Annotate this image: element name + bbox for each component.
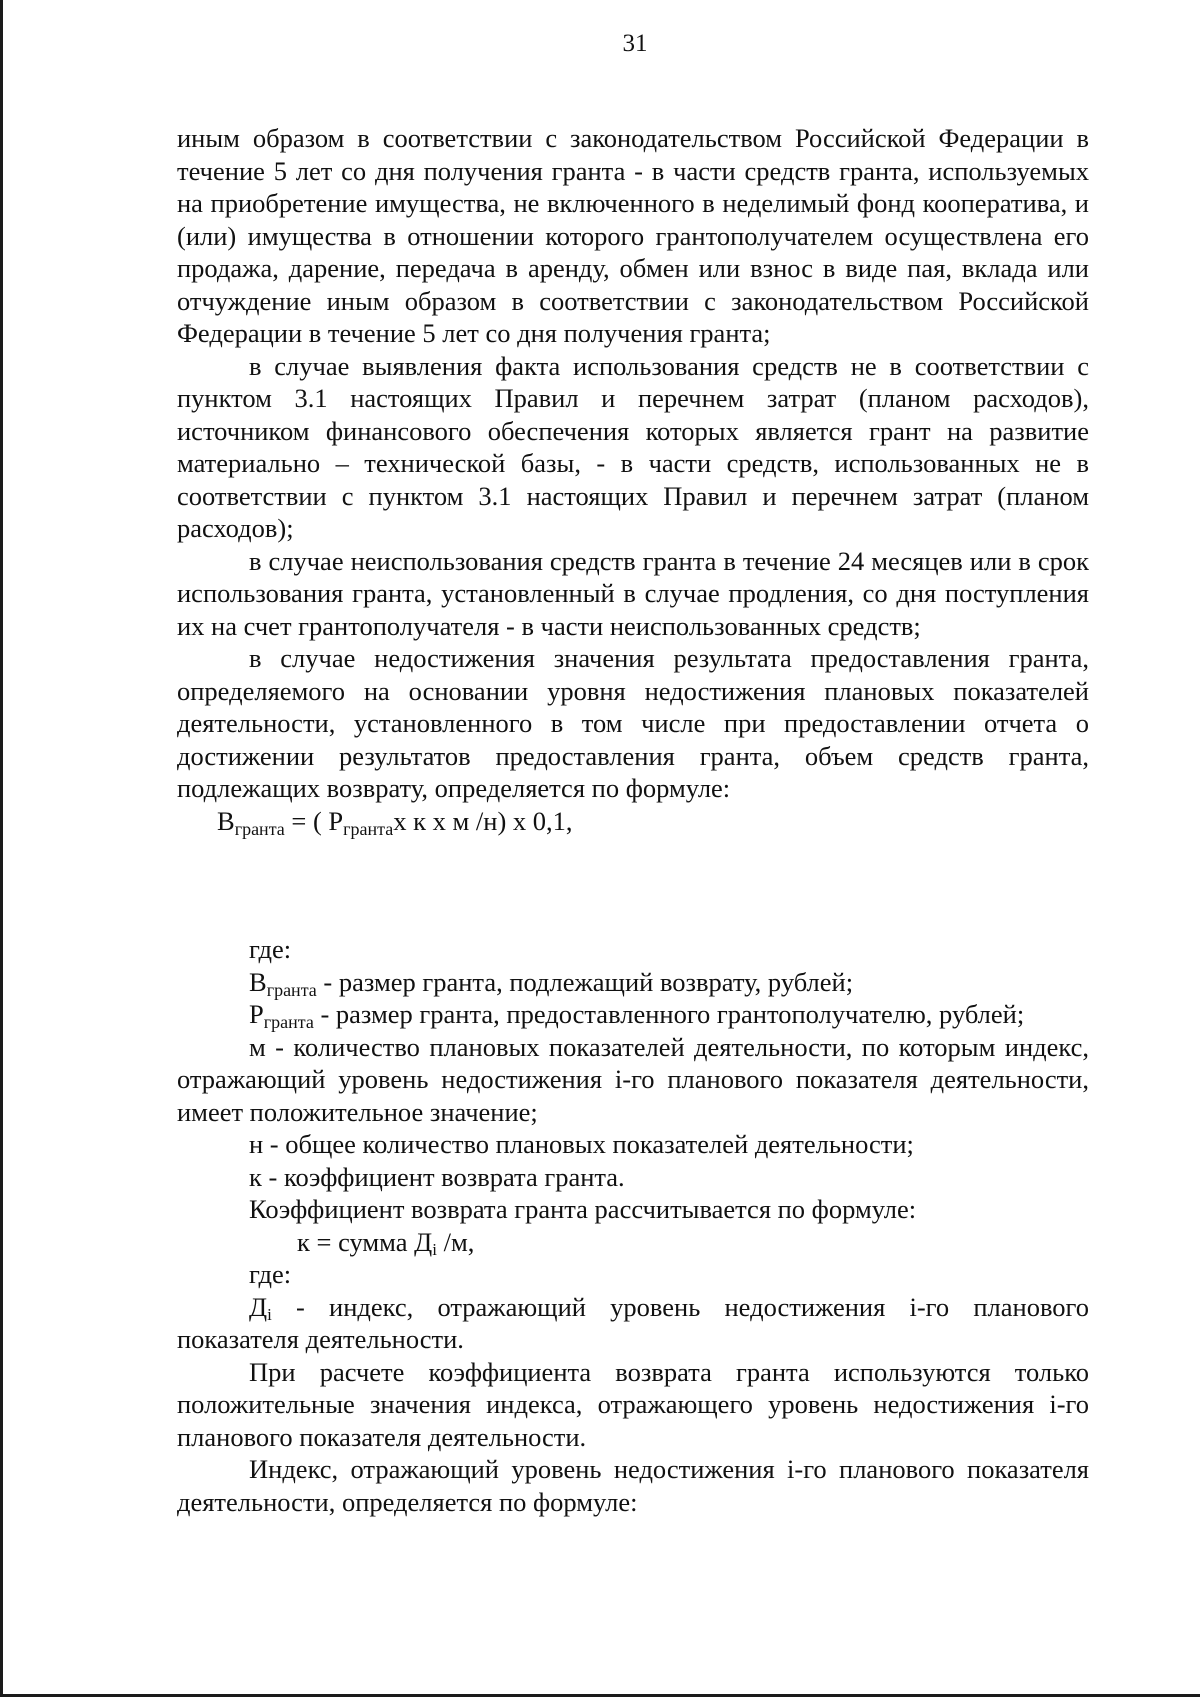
definition-k: к - коэффициент возврата гранта. [249,1161,625,1192]
formula-mid-sub: гранта [343,818,394,839]
paragraph-index-formula: Индекс, отражающий уровень недостижения i-го планового показателя деятельности, определяется по формуле: [177,1454,1089,1517]
formula2-sub: i [432,1239,437,1259]
scan-edge-left [0,0,3,1697]
page-number: 31 [622,30,648,57]
formula-mid: = ( Р [284,805,344,836]
definition-r-text: - размер гранта, предоставленного грантополучателю, рублей; [313,999,1025,1029]
formula-lhs-sub: гранта [234,818,285,839]
paragraph-non-achievement: в случае недостижения значения результата предоставления гранта, определяемого на основании уровня недостижения плановых показателей деятельности, установленного в том числе при предоставлении отчета о достижении результатов предоставления гранта, объем средств гранта, подлежащих возврату, определяется по формуле: [177,643,1089,803]
formula-gap [177,837,1089,933]
definition-v-symbol: В [249,966,267,997]
formula-lhs: В [217,805,235,836]
definition-d-text: - индекс, отражающий уровень недостижения i-го планового показателя деятельности. [177,1291,1089,1354]
definition-d-symbol: Д [249,1291,268,1322]
definition-v-text: - размер гранта, подлежащий возврату, рублей; [316,966,854,997]
definition-r-symbol: Р [249,999,264,1029]
paragraph-calculation: При расчете коэффициента возврата гранта используются только положительные значения индекса, отражающего уровень недостижения i-го планового показателя деятельности. [177,1356,1089,1452]
definition-d-sub: i [267,1304,272,1324]
definition-d [177,1291,1089,1356]
definition-n: н - общее количество плановых показателей деятельности; [249,1129,914,1159]
definition-v-sub: гранта [266,979,317,1000]
formula-rhs: х к х м /н) х 0,1, [393,805,573,836]
definition-r [177,998,1089,1031]
definition-v [177,966,1089,999]
coefficient-intro: Коэффициент возврата гранта рассчитывается по формуле: [249,1194,917,1224]
paragraph-misuse: в случае выявления факта использования средств не в соответствии с пунктом 3.1 настоящих Правил и перечнем затрат (планом расходов), источником финансового обеспечения которых является грант на развитие материально – технической базы, - в части средств, использованных не в соответствии с пунктом 3.1 настоящих Правил и перечнем затрат (планом расходов); [177,350,1089,543]
where-label-1: где: [249,934,292,964]
formula2-left: к = сумма Д [297,1226,433,1257]
document-body [177,122,1089,1518]
definition-r-sub: гранта [263,1012,314,1032]
paragraph-unused-funds: в случае неиспользования средств гранта в течение 24 месяцев или в срок использования гранта, установленный в случае продления, со дня поступления их на счет грантополучателя - в части неиспользованных средств; [177,545,1089,641]
where-label-2: где: [249,1259,292,1289]
paragraph-continuation: иным образом в соответствии с законодательством Российской Федерации в течение 5 лет со дня получения гранта - в части средств гранта, используемых на приобретение имущества, не включенного в неделимый фонд кооператива, и (или) имущества в отношении которого грантополучателем осуществлена его продажа, дарение, передача в аренду, обмен или взнос в виде пая, вклада или отчуждение иным образом в соответствии с законодательством Российской Федерации в течение 5 лет со дня получения гранта; [177,123,1089,348]
formula-coefficient [177,1226,1089,1259]
definition-m: м - количество плановых показателей деятельности, по которым индекс, отражающий уровень недостижения i-го планового показателя деятельности, имеет положительное значение; [177,1031,1089,1127]
formula-return-amount [177,805,1089,838]
formula2-right: /м, [436,1226,475,1257]
